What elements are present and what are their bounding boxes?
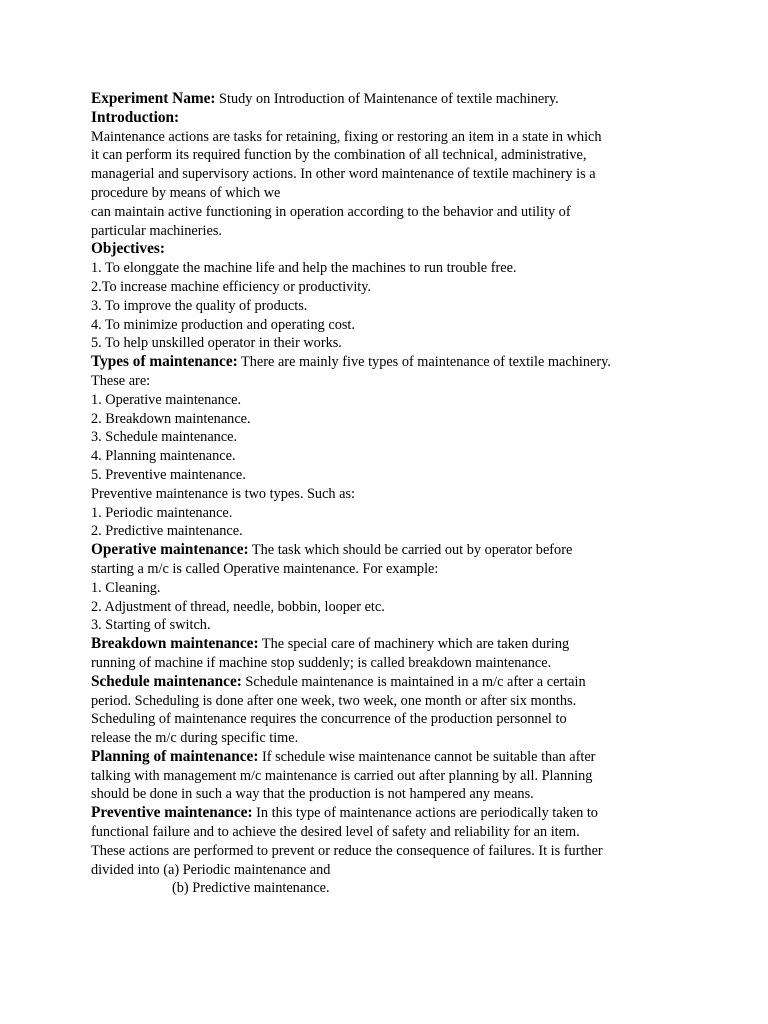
types-list-line: 2. Breakdown maintenance. bbox=[91, 410, 251, 427]
objective-item: 1. To elonggate the machine life and help the machines to run trouble free. bbox=[91, 260, 517, 277]
document-body bbox=[91, 90, 691, 898]
types-list-line: 3. Schedule maintenance. bbox=[91, 429, 238, 446]
schedule-detail-line: period. Scheduling is done after one week, two week, one month or after six months. bbox=[91, 692, 577, 709]
operative-line bbox=[91, 541, 691, 560]
breakdown-detail-line: running of machine if machine stop suddenly; is called breakdown maintenance. bbox=[91, 654, 552, 671]
objective-item: 3. To improve the quality of products. bbox=[91, 297, 308, 314]
types-list-line: 1. Operative maintenance. bbox=[91, 391, 242, 408]
objectives-heading: Objectives: bbox=[91, 240, 165, 258]
preventive-detail-line: divided into (a) Periodic maintenance and bbox=[91, 861, 331, 878]
objective-item: 2.To increase machine efficiency or productivity. bbox=[91, 278, 372, 295]
schedule-label: Schedule maintenance: bbox=[91, 672, 242, 690]
types-list-line: 5. Preventive maintenance. bbox=[91, 466, 246, 483]
introduction-line: it can perform its required function by the combination of all technical, administrative, bbox=[91, 147, 587, 164]
experiment-label: Experiment Name: bbox=[91, 90, 216, 107]
introduction-heading: Introduction: bbox=[91, 108, 180, 126]
introduction-line: procedure by means of which we bbox=[91, 184, 281, 201]
types-label: Types of maintenance: bbox=[91, 353, 238, 371]
types-list-line: 2. Predictive maintenance. bbox=[91, 523, 243, 540]
breakdown-line bbox=[91, 635, 691, 654]
schedule-detail-line: Scheduling of maintenance requires the concurrence of the production personnel to bbox=[91, 711, 567, 728]
introduction-line: particular machineries. bbox=[91, 222, 222, 239]
types-list-line: 1. Periodic maintenance. bbox=[91, 504, 233, 521]
introduction-line: managerial and supervisory actions. In other word maintenance of textile machinery is a bbox=[91, 166, 596, 183]
planning-detail-line: talking with management m/c maintenance is carried out after planning by all. Planning bbox=[91, 767, 593, 784]
types-list-line: These are: bbox=[91, 372, 151, 389]
preventive-last-line: (b) Predictive maintenance. bbox=[172, 880, 330, 897]
introduction-line: can maintain active functioning in operation according to the behavior and utility of bbox=[91, 203, 571, 220]
operative-detail-line: starting a m/c is called Operative maintenance. For example: bbox=[91, 560, 439, 577]
preventive-detail-line: functional failure and to achieve the desired level of safety and reliability for an item. bbox=[91, 824, 580, 841]
experiment-text: Study on Introduction of Maintenance of textile machinery. bbox=[215, 91, 559, 107]
breakdown-text: The special care of machinery which are taken during bbox=[258, 636, 570, 653]
preventive-text: In this type of maintenance actions are periodically taken to bbox=[252, 805, 598, 822]
types-list-line: Preventive maintenance is two types. Such as: bbox=[91, 485, 356, 502]
experiment-line bbox=[91, 90, 691, 109]
operative-label: Operative maintenance: bbox=[91, 541, 249, 559]
objective-item: 4. To minimize production and operating cost. bbox=[91, 316, 355, 333]
types-line bbox=[91, 353, 691, 372]
schedule-detail-line: release the m/c during specific time. bbox=[91, 730, 299, 747]
operative-detail-line: 3. Starting of switch. bbox=[91, 617, 211, 634]
operative-text: The task which should be carried out by operator before bbox=[248, 542, 573, 559]
types-list-line: 4. Planning maintenance. bbox=[91, 448, 236, 465]
preventive-line bbox=[91, 804, 691, 823]
schedule-line bbox=[91, 673, 691, 692]
planning-label: Planning of maintenance: bbox=[91, 747, 259, 765]
preventive-detail-line: These actions are performed to prevent or reduce the consequence of failures. It is further bbox=[91, 842, 603, 859]
introduction-line: Maintenance actions are tasks for retaining, fixing or restoring an item in a state in which bbox=[91, 128, 602, 145]
planning-line bbox=[91, 748, 691, 767]
operative-detail-line: 1. Cleaning. bbox=[91, 579, 161, 596]
schedule-text: Schedule maintenance is maintained in a m/c after a certain bbox=[241, 673, 586, 690]
breakdown-label: Breakdown maintenance: bbox=[91, 635, 259, 653]
types-text: There are mainly five types of maintenance of textile machinery. bbox=[237, 354, 611, 371]
operative-detail-line: 2. Adjustment of thread, needle, bobbin, looper etc. bbox=[91, 598, 385, 615]
planning-detail-line: should be done in such a way that the production is not hampered any means. bbox=[91, 786, 534, 803]
objective-item: 5. To help unskilled operator in their works. bbox=[91, 335, 342, 352]
preventive-label: Preventive maintenance: bbox=[91, 804, 253, 822]
planning-text: If schedule wise maintenance cannot be suitable than after bbox=[258, 748, 596, 765]
